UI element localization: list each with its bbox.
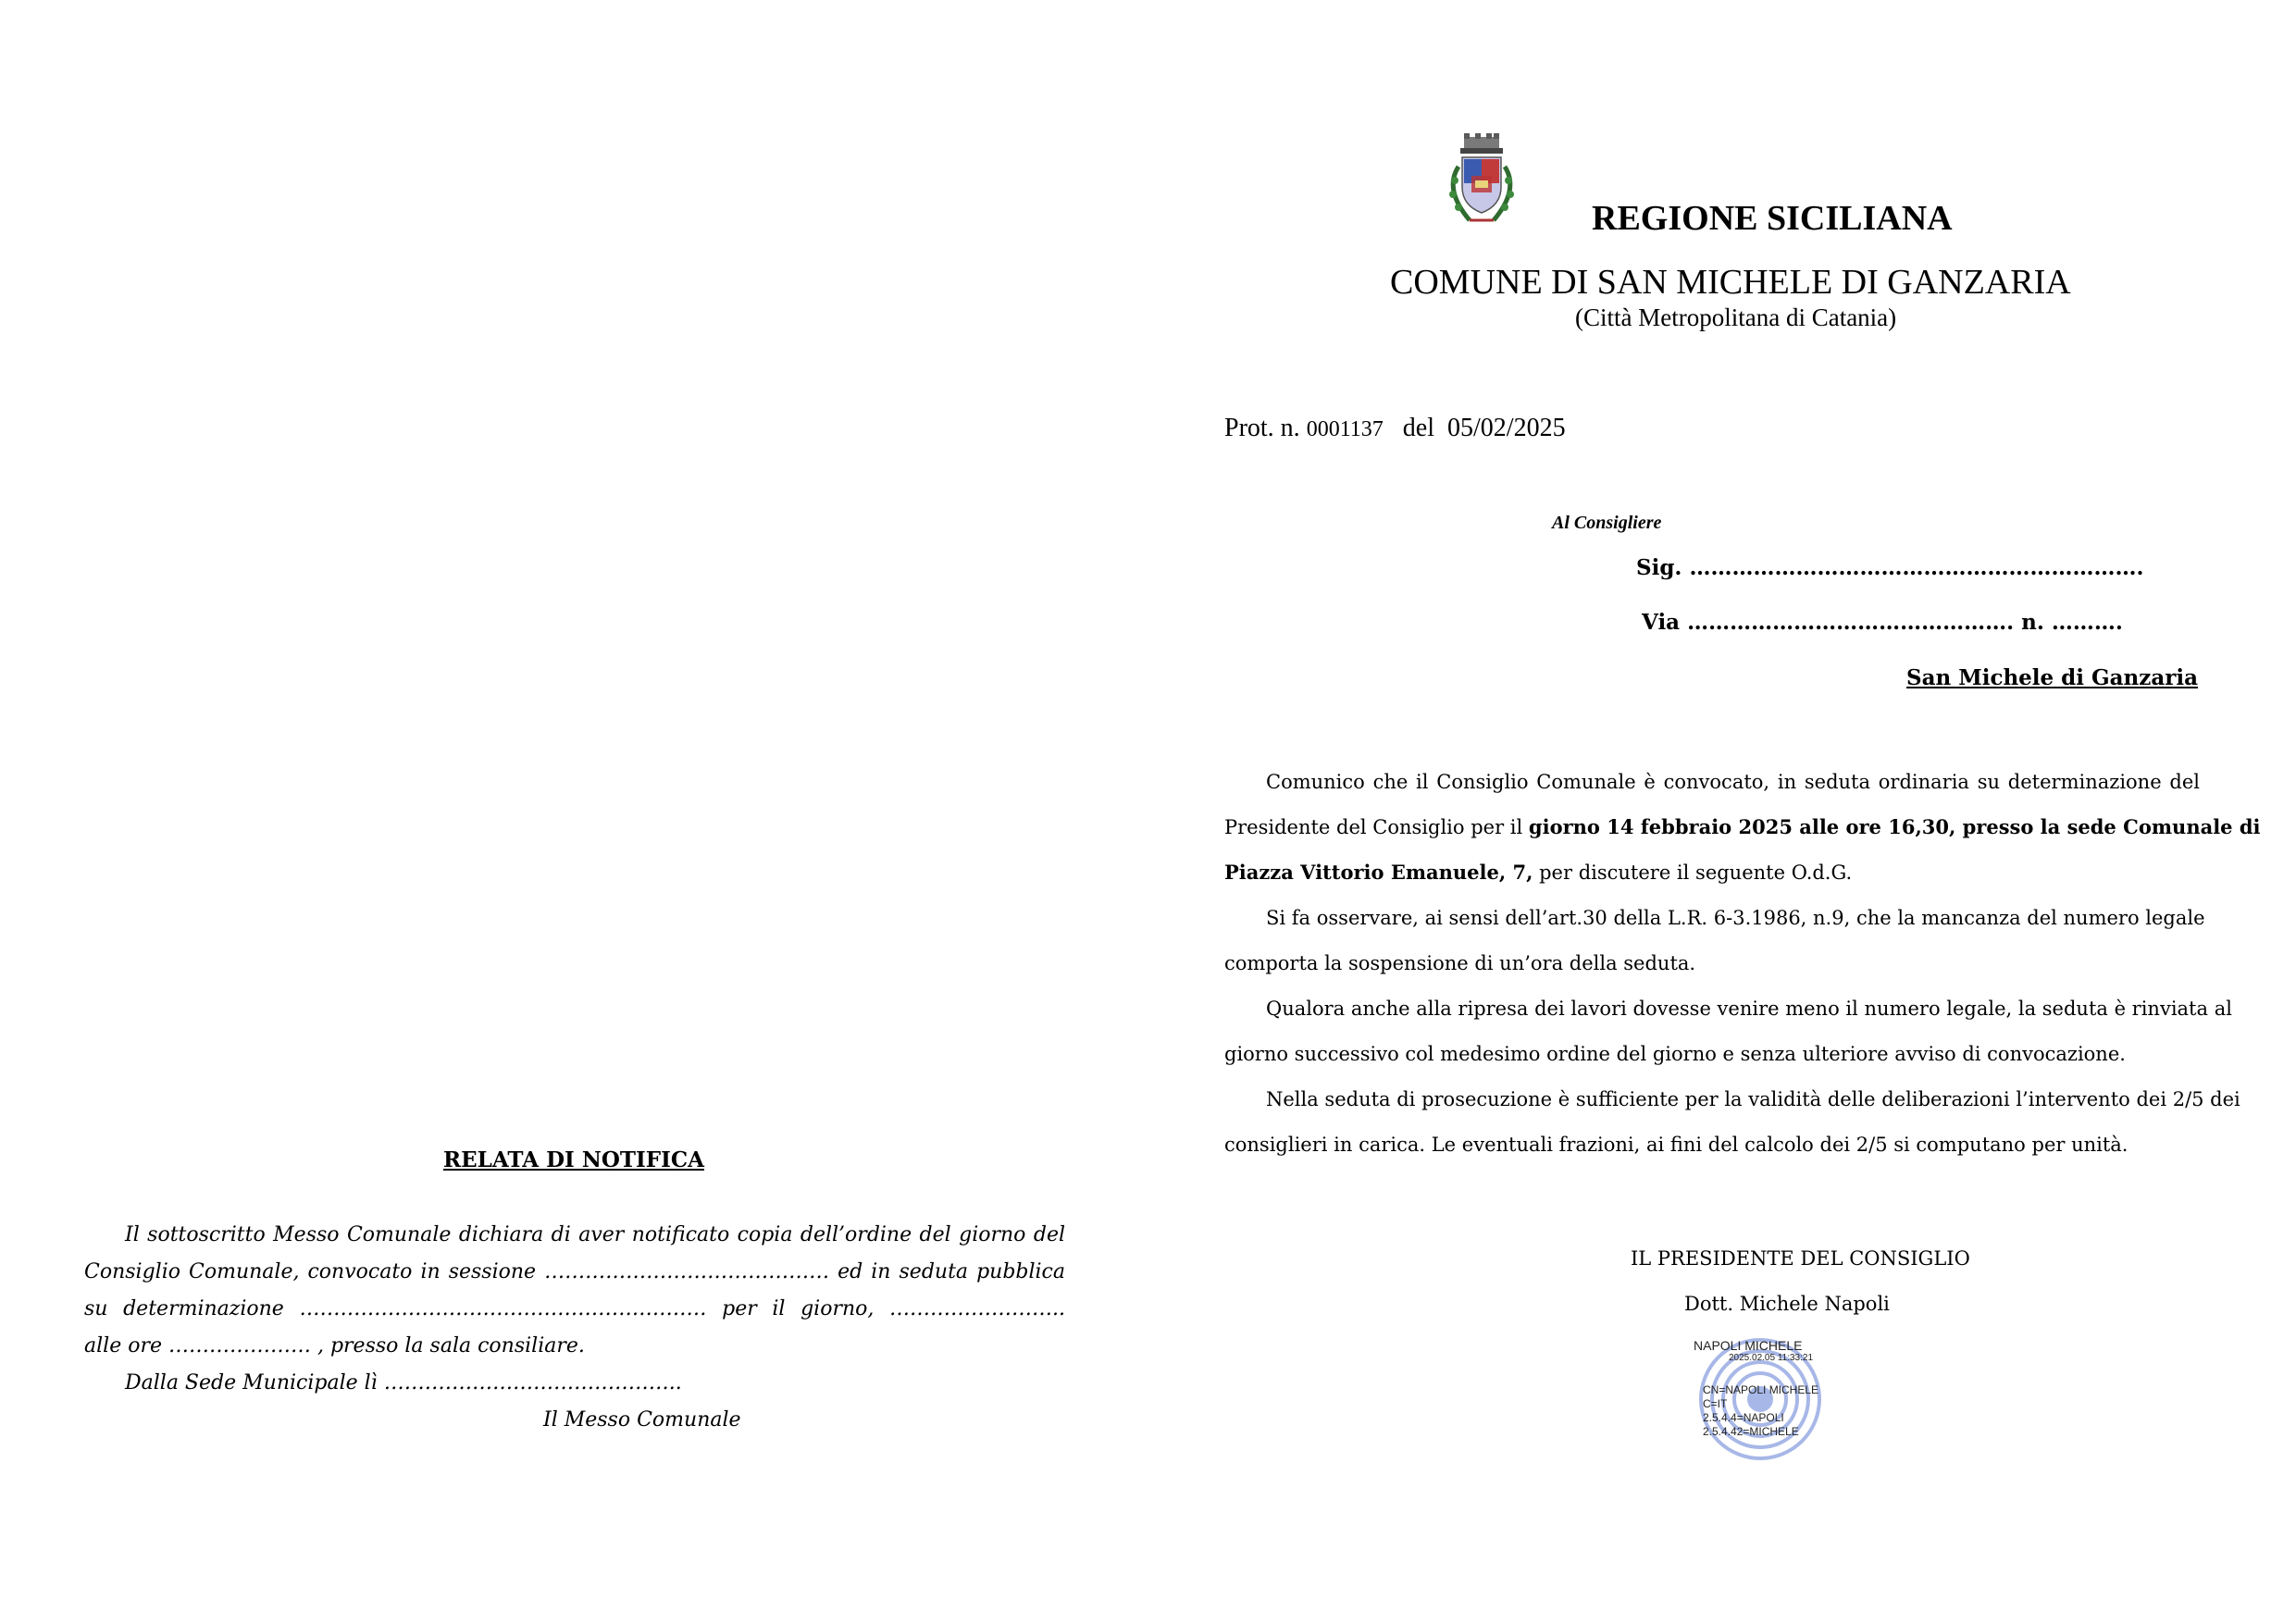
recipient-city: San Michele di Ganzaria	[1906, 665, 2198, 690]
body-p1-line2	[1224, 813, 2261, 841]
relata-line-1: Il sottoscritto Messo Comunale dichiara di aver notificato copia dell’ordine del giorno del	[125, 1223, 1065, 1246]
body-p4-line2: consiglieri in carica. Le eventuali frazioni, ai fini del calcolo dei 2/5 si computano per unità.	[1224, 1134, 2128, 1156]
body-p3-line1: Qualora anche alla ripresa dei lavori dovesse venire meno il numero legale, la seduta è rinviata al	[1266, 998, 2232, 1020]
relata-line-5: Dalla Sede Municipale lì ……………………………………..	[125, 1371, 682, 1395]
body-p1-line3-b: per discutere il seguente O.d.G.	[1533, 862, 1853, 884]
recipient-name-line: Sig. ……………………………………………………….	[1636, 555, 2144, 580]
body-p4-line1: Nella seduta di prosecuzione è sufficiente per la validità delle deliberazioni l’intervento dei 2/5 dei	[1266, 1088, 2240, 1110]
relata-line-2: Consiglio Comunale, convocato in sessione …………………………………… ed in seduta pubblica	[84, 1260, 1065, 1283]
protocol-number: 0001137	[1306, 417, 1384, 441]
relata-signature-label: Il Messo Comunale	[543, 1408, 741, 1432]
signature-cn: CN=NAPOLI MICHELE	[1703, 1383, 1819, 1396]
signature-name: NAPOLI MICHELE	[1694, 1338, 1803, 1353]
body-p1-line3	[1224, 859, 2200, 886]
region-heading: REGIONE SICILIANA	[1592, 199, 1953, 238]
body-p2-line2: comporta la sospensione di un’ora della seduta.	[1224, 952, 1696, 974]
body-p2-line1: Si fa osservare, ai sensi dell’art.30 della L.R. 6-3.1986, n.9, che la mancanza del numero legale	[1266, 907, 2205, 929]
signatory-name: Dott. Michele Napoli	[1684, 1293, 1890, 1315]
protocol-date-label: del	[1402, 414, 1435, 442]
protocol-line	[1224, 414, 1566, 443]
recipient-heading: Al Consigliere	[1552, 513, 1662, 533]
municipality-heading: COMUNE DI SAN MICHELE DI GANZARIA	[1390, 263, 2071, 302]
relata-title: RELATA DI NOTIFICA	[443, 1147, 704, 1172]
body-p1-line3-bold: Piazza Vittorio Emanuele, 7,	[1224, 861, 1533, 884]
relata-line-3: su determinazione …………………………………………………… per il giorno, ……………………..	[84, 1297, 1065, 1320]
protocol-prefix: Prot. n.	[1224, 414, 1300, 442]
body-p1-line1: Comunico che il Consiglio Comunale è convocato, in seduta ordinaria su determinazione del	[1266, 771, 2200, 793]
recipient-address-line: Via ………………………………………. n. ……….	[1642, 610, 2123, 635]
digital-signature-stamp	[1694, 1333, 1832, 1467]
body-p1-line2-bold: giorno 14 febbraio 2025 alle ore 16,30, presso la sede Comunale di	[1528, 815, 2261, 838]
body-p3-line2: giorno successivo col medesimo ordine del giorno e senza ulteriore avviso di convocazione.	[1224, 1043, 2126, 1065]
signature-surname: 2.5.4.4=NAPOLI	[1703, 1411, 1784, 1424]
municipal-crest-icon	[1433, 130, 1530, 236]
signature-given-name: 2.5.4.42=MICHELE	[1703, 1425, 1799, 1438]
protocol-date: 05/02/2025	[1447, 414, 1566, 442]
signature-country: C=IT	[1703, 1397, 1728, 1410]
body-p1-line2-a: Presidente del Consiglio per il	[1224, 816, 1529, 838]
province-subheading: (Città Metropolitana di Catania)	[1575, 304, 1897, 331]
signatory-title: IL PRESIDENTE DEL CONSIGLIO	[1631, 1247, 1970, 1270]
signature-timestamp: 2025.02.05 11:33:21	[1729, 1353, 1814, 1363]
relata-line-4: alle ore ………………… , presso la sala consiliare.	[84, 1334, 585, 1357]
